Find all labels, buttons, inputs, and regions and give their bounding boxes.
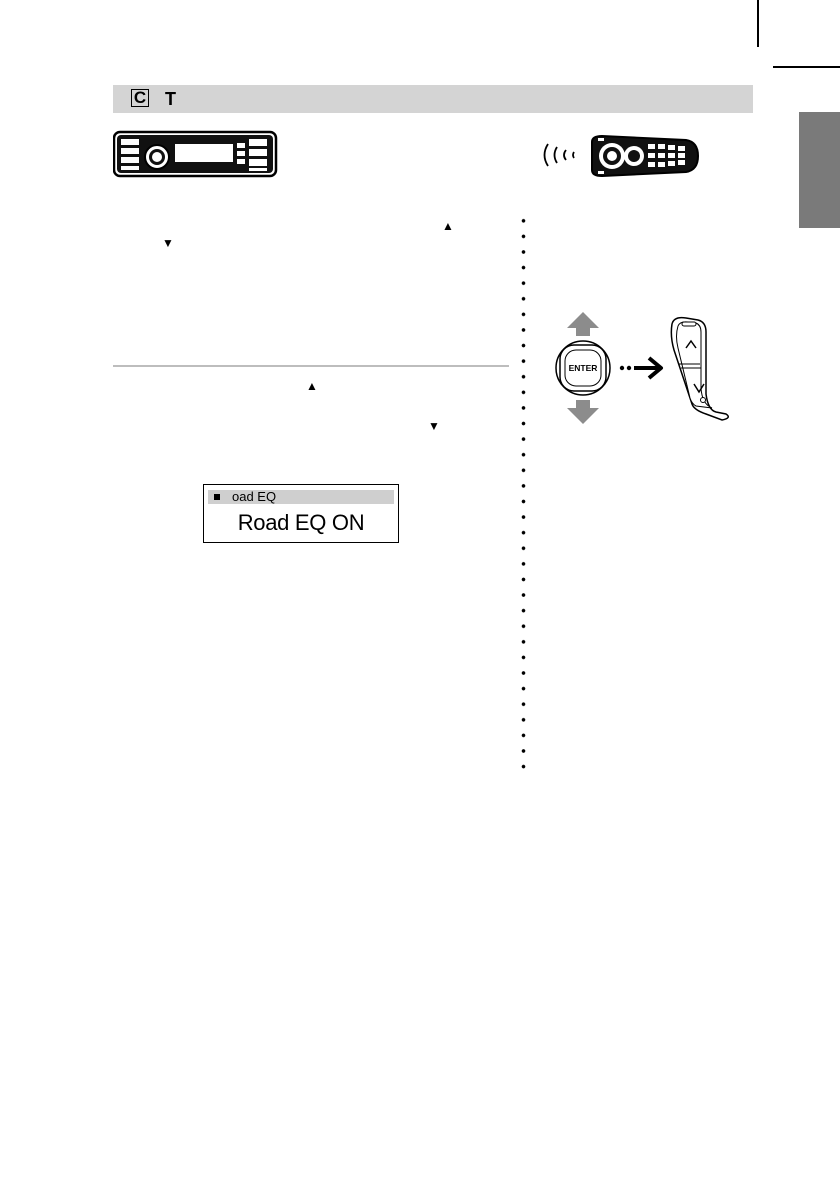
section-divider: [113, 365, 509, 367]
enter-button-label: ENTER: [568, 363, 598, 373]
enter-joystick-diagram: [546, 308, 736, 428]
head-unit-icon: [113, 130, 278, 178]
lcd-value: Road EQ ON: [237, 510, 365, 535]
chapter-side-tab: [799, 112, 840, 228]
section-title: T: [165, 89, 176, 109]
column-divider-dots: [521, 213, 526, 773]
bullet-icon: [214, 494, 220, 500]
gray-down-arrow-icon: [567, 400, 599, 424]
up-arrow-glyph: ▲: [306, 379, 318, 393]
down-arrow-glyph: ▼: [428, 419, 440, 433]
lcd-menu-item: oad EQ: [232, 489, 277, 504]
signal-waves-icon: [540, 142, 584, 168]
up-arrow-glyph: ▲: [442, 219, 454, 233]
crop-mark-horizontal: [773, 66, 840, 68]
lcd-display: [203, 484, 399, 543]
section-heading-bar: [113, 85, 753, 113]
section-letter-box: C: [131, 89, 149, 107]
crop-mark-vertical: [757, 0, 759, 47]
remote-control-icon: [588, 134, 700, 178]
lcd-menu-row: [208, 490, 394, 504]
gray-up-arrow-icon: [567, 312, 599, 336]
down-arrow-glyph: ▼: [162, 236, 174, 250]
